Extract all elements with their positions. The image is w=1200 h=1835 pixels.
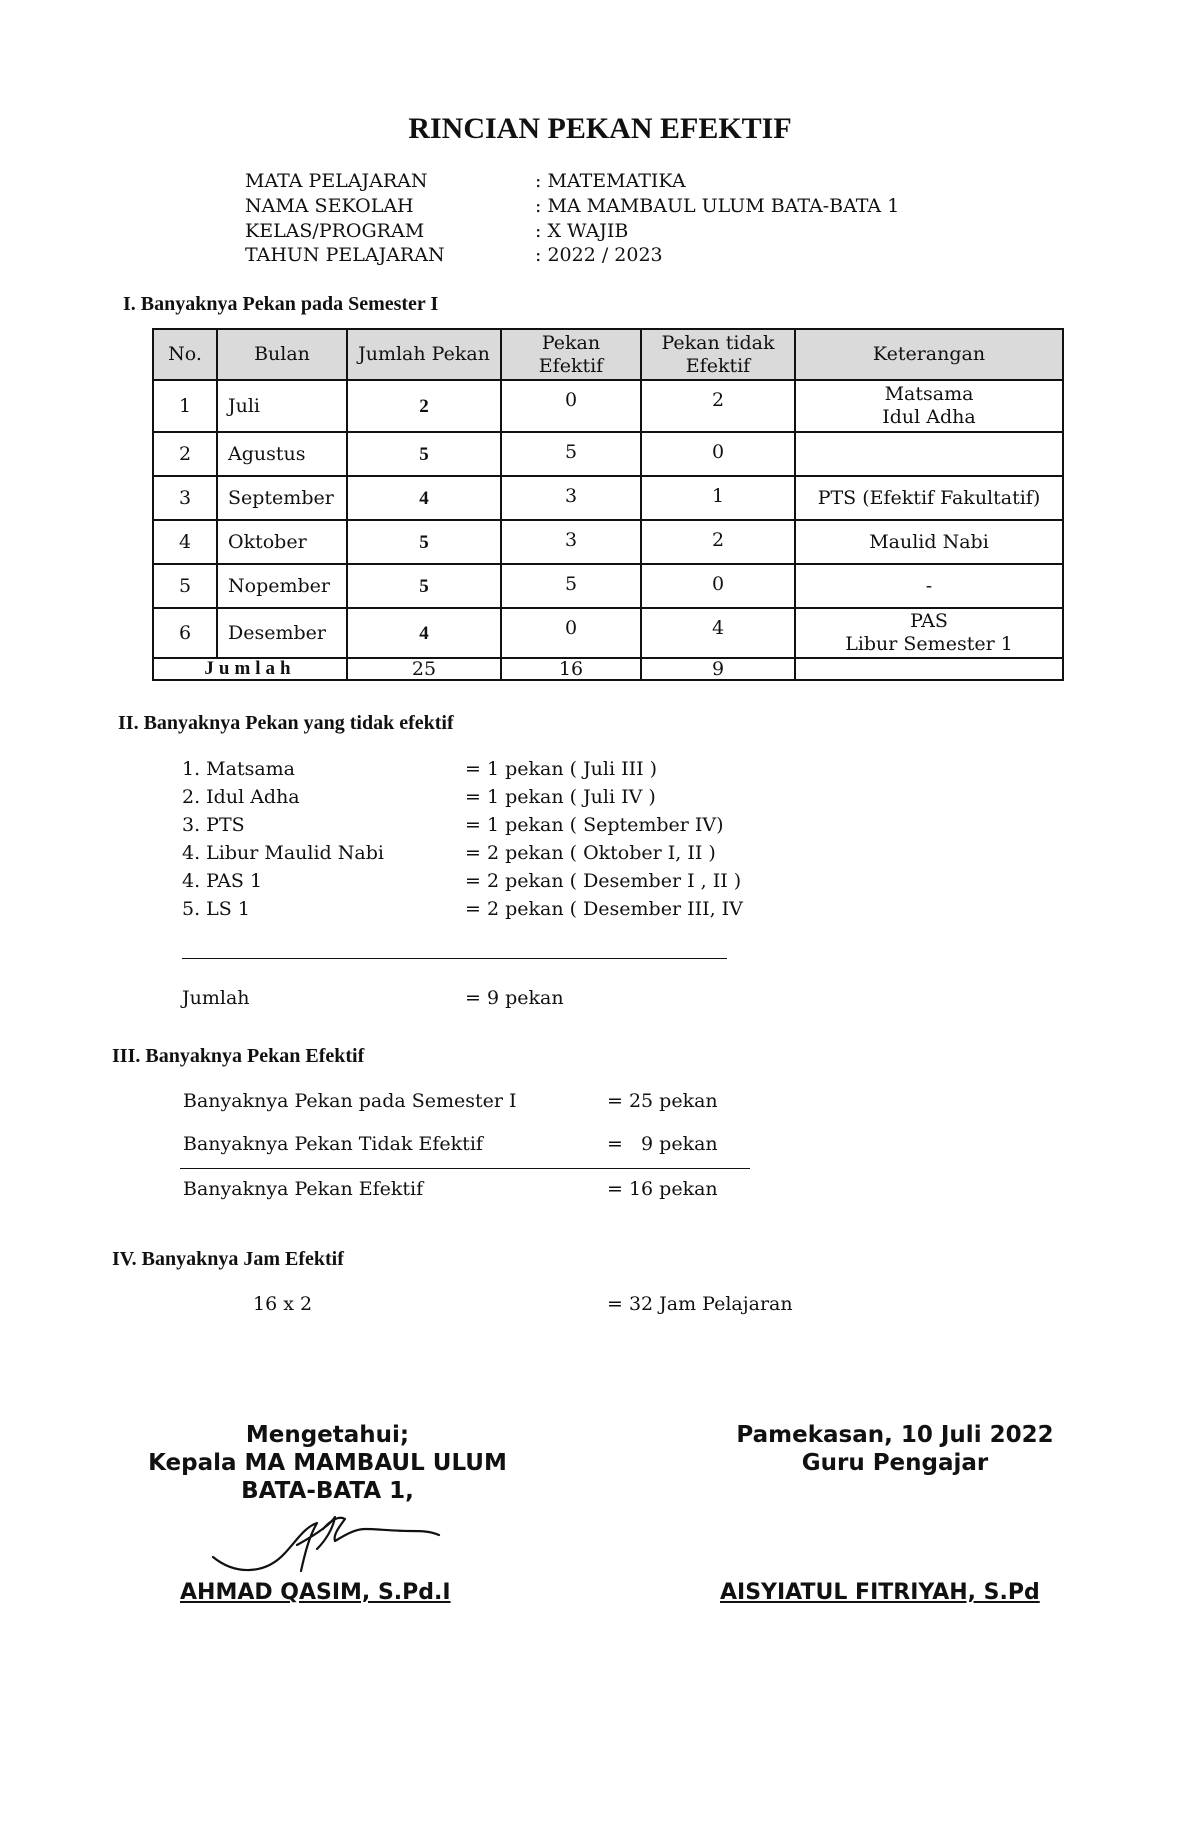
signature-right-line1: Pamekasan, 10 Juli 2022 [736, 1422, 1054, 1448]
cell-bulan: Oktober [217, 520, 347, 564]
cell-tidak: 0 [641, 564, 795, 608]
section3-value-semester: = 25 pekan [607, 1090, 718, 1112]
table-total-row [153, 658, 1063, 680]
divider [182, 958, 727, 959]
list-item-label: 5. LS 1 [182, 898, 250, 920]
cell-jumlah: 4 [347, 608, 501, 658]
header-pekan-tidak-efektif [641, 329, 795, 380]
cell-jumlah: 5 [347, 520, 501, 564]
list-item-value: = 1 pekan ( Juli IV ) [465, 786, 656, 808]
header-keterangan: Keterangan [795, 329, 1063, 380]
section4-label: 16 x 2 [253, 1293, 313, 1315]
list-item-value: = 2 pekan ( Oktober I, II ) [465, 842, 716, 864]
cell-keterangan [795, 432, 1063, 476]
list-item-label: 2. Idul Adha [182, 786, 300, 808]
section3-label-semester: Banyaknya Pekan pada Semester I [183, 1090, 517, 1112]
cell-efektif: 3 [501, 476, 641, 520]
cell-efektif: 0 [501, 380, 641, 432]
cell-efektif: 0 [501, 608, 641, 658]
section3-label-tidak: Banyaknya Pekan Tidak Efektif [183, 1133, 483, 1155]
cell-keterangan [795, 520, 1063, 564]
cell-tidak: 1 [641, 476, 795, 520]
header-pekan-efektif-line2: Efektif [538, 354, 604, 377]
list-item-label: 1. Matsama [182, 758, 296, 780]
total-jumlah: 25 [347, 658, 501, 680]
info-value-school: : MA MAMBAUL ULUM BATA-BATA 1 [535, 195, 900, 217]
signature-right-name: AISYIATUL FITRIYAH, S.Pd [720, 1580, 1040, 1605]
cell-efektif: 3 [501, 520, 641, 564]
header-pekan-tidak-line1: Pekan tidak [661, 331, 775, 354]
signature-left-line3: BATA-BATA 1, [241, 1478, 414, 1504]
signature-left-line1: Mengetahui; [245, 1422, 410, 1448]
section3-value-efektif: = 16 pekan [607, 1178, 718, 1200]
info-value-class: : X WAJIB [535, 220, 629, 242]
signature-left-line2: Kepala MA MAMBAUL ULUM [148, 1450, 507, 1476]
section2-total-label: Jumlah [182, 987, 250, 1009]
signature-right-block [700, 1421, 1090, 1477]
list-item-value: = 2 pekan ( Desember I , II ) [465, 870, 742, 892]
info-label-class: KELAS/PROGRAM [245, 220, 425, 242]
section4-heading: IV. Banyaknya Jam Efektif [112, 1248, 344, 1270]
handwritten-signature [205, 1505, 455, 1585]
table-row [153, 432, 1063, 476]
section1-heading: I. Banyaknya Pekan pada Semester I [123, 293, 439, 315]
total-tidak: 9 [641, 658, 795, 680]
signature-left-name: AHMAD QASIM, S.Pd.I [180, 1580, 451, 1605]
header-pekan-efektif [501, 329, 641, 380]
section2-total-value: = 9 pekan [465, 987, 564, 1009]
signature-right-line2: Guru Pengajar [801, 1450, 989, 1476]
keterangan-line2: Libur Semester 1 [845, 633, 1013, 655]
total-label: Jumlah [153, 658, 347, 680]
cell-jumlah: 5 [347, 564, 501, 608]
cell-bulan: September [217, 476, 347, 520]
signature-left-block [120, 1421, 535, 1505]
info-value-subject: : MATEMATIKA [535, 170, 686, 192]
info-value-year: : 2022 / 2023 [535, 244, 663, 266]
table-row [153, 380, 1063, 432]
list-item-label: 4. PAS 1 [182, 870, 263, 892]
header-pekan-efektif-line1: Pekan [541, 331, 601, 354]
pekan-table [152, 328, 1064, 681]
table-row [153, 476, 1063, 520]
cell-no: 4 [153, 520, 217, 564]
keterangan-line1: PAS [910, 610, 948, 632]
cell-no: 6 [153, 608, 217, 658]
cell-jumlah: 4 [347, 476, 501, 520]
cell-keterangan [795, 380, 1063, 432]
page-title: RINCIAN PEKAN EFEKTIF [408, 112, 792, 145]
section4-value: = 32 Jam Pelajaran [607, 1293, 793, 1315]
cell-no: 5 [153, 564, 217, 608]
info-label-subject: MATA PELAJARAN [245, 170, 428, 192]
keterangan-line1: Maulid Nabi [869, 530, 989, 553]
table-header-row [153, 329, 1063, 380]
cell-keterangan [795, 608, 1063, 658]
section3-value-tidak: = 9 pekan [607, 1133, 718, 1155]
cell-bulan: Nopember [217, 564, 347, 608]
total-keterangan [795, 658, 1063, 680]
list-item-label: 4. Libur Maulid Nabi [182, 842, 384, 864]
list-item-value: = 2 pekan ( Desember III, IV [465, 898, 743, 920]
cell-jumlah: 2 [347, 380, 501, 432]
cell-no: 3 [153, 476, 217, 520]
list-item-value: = 1 pekan ( September IV) [465, 814, 724, 836]
header-jumlah-pekan: Jumlah Pekan [347, 329, 501, 380]
section3-heading: III. Banyaknya Pekan Efektif [112, 1045, 365, 1067]
keterangan-line2: Idul Adha [882, 406, 976, 428]
cell-no: 2 [153, 432, 217, 476]
info-label-school: NAMA SEKOLAH [245, 195, 414, 217]
cell-bulan: Agustus [217, 432, 347, 476]
cell-efektif: 5 [501, 432, 641, 476]
cell-tidak: 0 [641, 432, 795, 476]
list-item-value: = 1 pekan ( Juli III ) [465, 758, 658, 780]
header-bulan: Bulan [217, 329, 347, 380]
keterangan-line1: Matsama [884, 383, 974, 405]
cell-keterangan [795, 476, 1063, 520]
cell-tidak: 2 [641, 520, 795, 564]
section2-heading: II. Banyaknya Pekan yang tidak efektif [118, 712, 454, 734]
keterangan-line1: PTS (Efektif Fakultatif) [817, 486, 1041, 509]
info-label-year: TAHUN PELAJARAN [245, 244, 445, 266]
cell-efektif: 5 [501, 564, 641, 608]
cell-bulan: Juli [217, 380, 347, 432]
total-efektif: 16 [501, 658, 641, 680]
keterangan-line1: - [925, 574, 933, 597]
table-row [153, 564, 1063, 608]
header-pekan-tidak-line2: Efektif [685, 354, 751, 377]
table-row [153, 520, 1063, 564]
header-no: No. [153, 329, 217, 380]
cell-keterangan [795, 564, 1063, 608]
cell-no: 1 [153, 380, 217, 432]
cell-jumlah: 5 [347, 432, 501, 476]
table-row [153, 608, 1063, 658]
cell-tidak: 2 [641, 380, 795, 432]
cell-bulan: Desember [217, 608, 347, 658]
list-item-label: 3. PTS [182, 814, 245, 836]
divider [180, 1168, 750, 1169]
cell-tidak: 4 [641, 608, 795, 658]
section3-label-efektif: Banyaknya Pekan Efektif [183, 1178, 424, 1200]
